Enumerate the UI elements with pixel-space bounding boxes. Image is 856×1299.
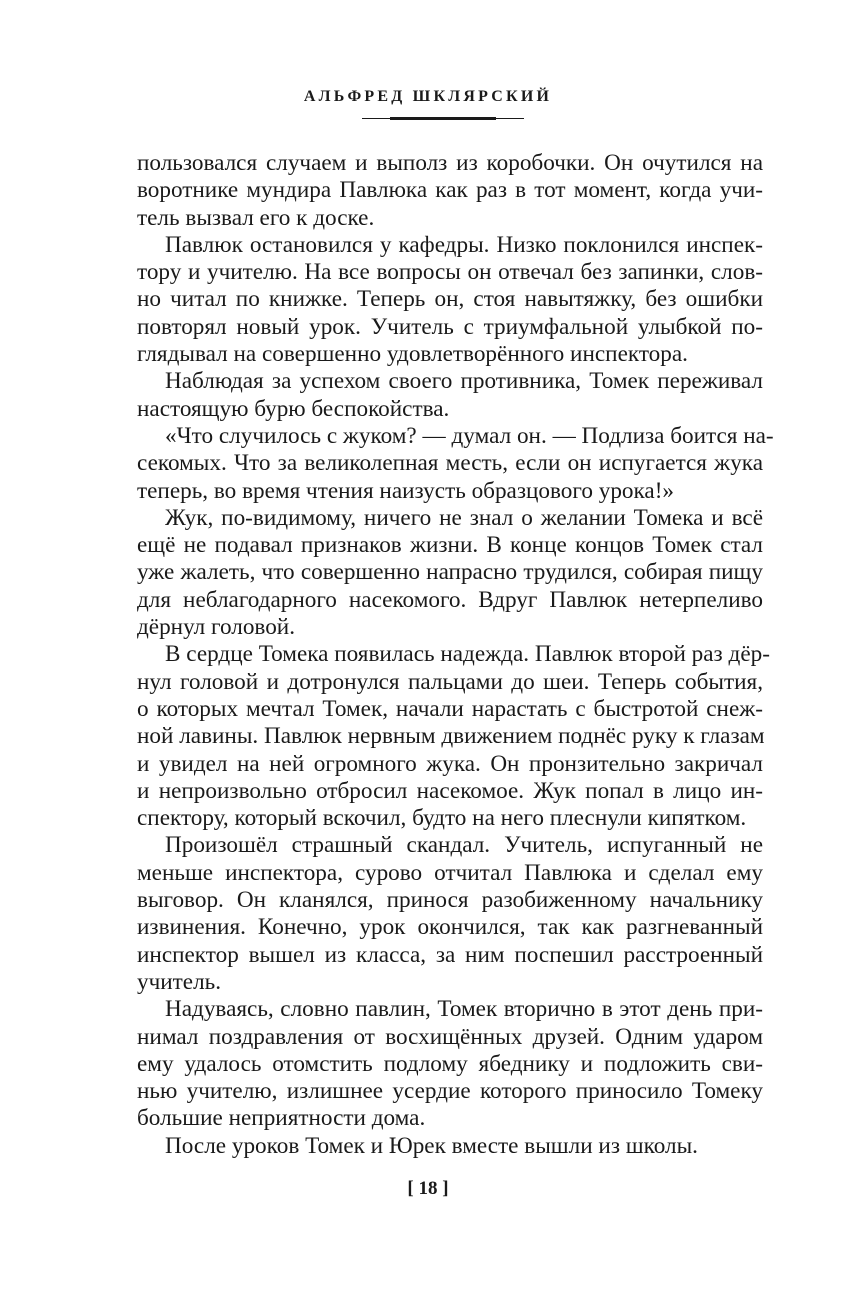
text-line: выговор. Он кланялся, принося разобиженному начальнику bbox=[137, 887, 763, 914]
text-line: Наблюдая за успехом своего противника, Томек переживал bbox=[165, 368, 763, 395]
running-header bbox=[0, 88, 856, 106]
text-line: учитель. bbox=[137, 968, 222, 995]
text-line: Произошёл страшный скандал. Учитель, испуганный не bbox=[165, 832, 763, 859]
text-line: для неблагодарного насекомого. Вдруг Павлюк нетерпеливо bbox=[137, 586, 763, 613]
text-line: секомых. Что за великолепная месть, если он испугается жука bbox=[137, 450, 763, 477]
text-line: В сердце Томека появилась надежда. Павлюк второй раз дёр- bbox=[165, 641, 770, 668]
text-line: но читал по книжке. Теперь он, стоя навытяжку, без ошибки bbox=[137, 286, 763, 313]
text-line: нимал поздравления от восхищённых друзей. Одним ударом bbox=[137, 1023, 763, 1050]
paragraph bbox=[137, 505, 763, 641]
paragraph bbox=[137, 832, 763, 996]
paragraph bbox=[137, 641, 770, 832]
text-line: тель вызвал его к доске. bbox=[137, 204, 375, 231]
text-line: Павлюк остановился у кафедры. Низко поклонился инспек- bbox=[165, 231, 763, 258]
paragraph bbox=[137, 422, 774, 505]
text-line: воротнике мундира Павлюка как раз в тот момент, когда учи- bbox=[137, 177, 763, 204]
text-line: и увидел на ней огромного жука. Он пронзительно закричал bbox=[137, 750, 763, 777]
paragraph bbox=[137, 1133, 763, 1160]
paragraph bbox=[137, 368, 763, 423]
text-line: и непроизвольно отбросил насекомое. Жук попал в лицо ин- bbox=[137, 777, 763, 804]
text-line: пользовался случаем и выполз из коробочки. Он очутился на bbox=[137, 150, 763, 176]
text-line: повторял новый урок. Учитель с триумфальной улыбкой по- bbox=[137, 313, 763, 340]
text-line: ной лавины. Павлюк нервным движением поднёс руку к глазам bbox=[137, 723, 765, 750]
text-line: «Что случилось с жуком? — думал он. — Подлиза боится на- bbox=[165, 422, 774, 449]
text-line: Жук, по-видимому, ничего не знал о желании Томека и всё bbox=[165, 504, 763, 531]
text-line: глядывал на совершенно удовлетворённого инспектора. bbox=[137, 341, 688, 368]
text-line: После уроков Томек и Юрек вместе вышли из школы. bbox=[165, 1132, 698, 1159]
running-title: АЛЬФРЕД ШКЛЯРСКИЙ bbox=[303, 88, 553, 105]
text-line: настоящую бурю беспокойства. bbox=[137, 395, 450, 422]
text-line: нью учителю, излишнее усердие которого приносило Томеку bbox=[137, 1078, 763, 1105]
text-line: извинения. Конечно, урок окончился, так как разгневанный bbox=[137, 914, 763, 941]
paragraph bbox=[137, 232, 763, 368]
text-line: о которых мечтал Томек, начали нарастать с быстротой снеж- bbox=[137, 695, 763, 722]
text-line: меньше инспектора, сурово отчитал Павлюка и сделал ему bbox=[137, 859, 763, 886]
text-line: ему удалось отомстить подлому ябеднику и подложить сви- bbox=[137, 1050, 763, 1077]
text-line: спектору, который вскочил, будто на него плеснули кипятком. bbox=[137, 805, 747, 832]
text-line: уже жалеть, что совершенно напрасно трудился, собирая пищу bbox=[137, 559, 763, 586]
paragraph bbox=[137, 150, 763, 232]
text-line: тору и учителю. На все вопросы он отвечал без запинки, слов- bbox=[137, 259, 763, 286]
page-number: [ 18 ] bbox=[407, 1178, 449, 1199]
paragraph bbox=[137, 996, 763, 1132]
text-line: большие неприятности дома. bbox=[137, 1105, 426, 1132]
text-line: ещё не подавал признаков жизни. В конце концов Томек стал bbox=[137, 532, 763, 559]
text-line: инспектор вышел из класса, за ним поспешил расстроенный bbox=[137, 941, 763, 968]
text-line: нул головой и дотронулся пальцами до шеи. Теперь события, bbox=[137, 668, 763, 695]
page-body-text bbox=[137, 150, 774, 1160]
text-line: теперь, во время чтения наизусть образцового урока!» bbox=[137, 477, 675, 504]
text-line: дёрнул головой. bbox=[137, 614, 296, 641]
text-line: Надуваясь, словно павлин, Томек вторично в этот день при- bbox=[165, 996, 763, 1023]
header-rule-bar bbox=[390, 117, 496, 120]
